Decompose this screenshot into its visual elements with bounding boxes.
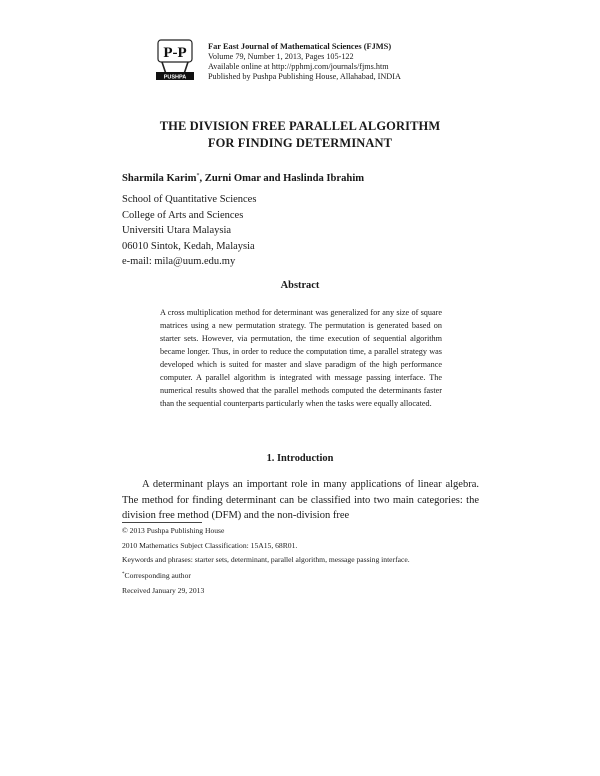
- introduction-heading: 1. Introduction: [266, 453, 334, 464]
- affiliation-block: [122, 192, 256, 270]
- author-list: [122, 173, 364, 184]
- logo-subtext: PUSHPA: [163, 74, 187, 81]
- footnote-corresponding: [122, 568, 410, 584]
- journal-url: Available online at http://pphmj.com/journals/fjms.htm: [208, 62, 389, 71]
- affiliation-email: e-mail: mila@uum.edu.my: [122, 256, 236, 267]
- other-authors: , Zurni Omar and Haslinda Ibrahim: [199, 173, 365, 184]
- introduction-text: A determinant plays an important role in many applications of linear algebra. The method for finding determinant can be classified into two main categories: the division free method (DFM) and the non-division free: [122, 479, 479, 522]
- journal-name: Far East Journal of Mathematical Sciences (FJMS): [208, 42, 392, 51]
- footnote-corresponding-mark: *: [122, 572, 125, 578]
- affiliation-college: College of Arts and Sciences: [122, 209, 244, 221]
- footnote-copyright: © 2013 Pushpa Publishing House: [122, 526, 225, 535]
- journal-publisher: Published by Pushpa Publishing House, Allahabad, INDIA: [208, 72, 401, 81]
- journal-header: [152, 30, 452, 86]
- title-line-2: FOR FINDING DETERMINANT: [207, 136, 393, 150]
- affiliation-university: Universiti Utara Malaysia: [122, 225, 232, 236]
- header-text: [208, 42, 401, 82]
- corresponding-mark: *: [196, 173, 200, 179]
- affiliation-address: 06010 Sintok, Kedah, Malaysia: [122, 240, 255, 252]
- affiliation-school: School of Quantitative Sciences: [122, 194, 257, 205]
- abstract-text: A cross multiplication method for determinant was generalized for any size of square matrices using a new permutation strategy. The permutation is generated based on starter sets. However, via permutation, the time execution of sequential algorithm became longer. Thus, in order to reduce the computation time, a parallel strategy was developed which is suited for master and slave paradigm of the high performance computer. A parallel algorithm is integrated with message passing interface. The numerical results showed that the parallel methods computed the determinants faster than the sequential counterparts particularly when the tasks were equally allocated.: [160, 308, 442, 408]
- footnote-msc: 2010 Mathematics Subject Classification: 15A15, 68R01.: [122, 540, 298, 550]
- publisher-logo-icon: [152, 38, 198, 84]
- journal-volume: Volume 79, Number 1, 2013, Pages 105-122: [208, 52, 354, 61]
- footnote-received: Received January 29, 2013: [122, 585, 205, 595]
- footnote-corresponding-text: Corresponding author: [124, 571, 191, 581]
- logo-text: P-P: [163, 45, 187, 61]
- footnotes: [122, 524, 410, 599]
- footnote-divider: [122, 522, 202, 523]
- abstract-heading: Abstract: [280, 280, 320, 291]
- paper-title: [0, 118, 600, 152]
- title-line-1: THE DIVISION FREE PARALLEL ALGORITHM: [159, 119, 441, 133]
- footnote-keywords: Keywords and phrases: starter sets, determinant, parallel algorithm, message passing interface.: [122, 555, 410, 565]
- first-author: Sharmila Karim: [122, 173, 197, 184]
